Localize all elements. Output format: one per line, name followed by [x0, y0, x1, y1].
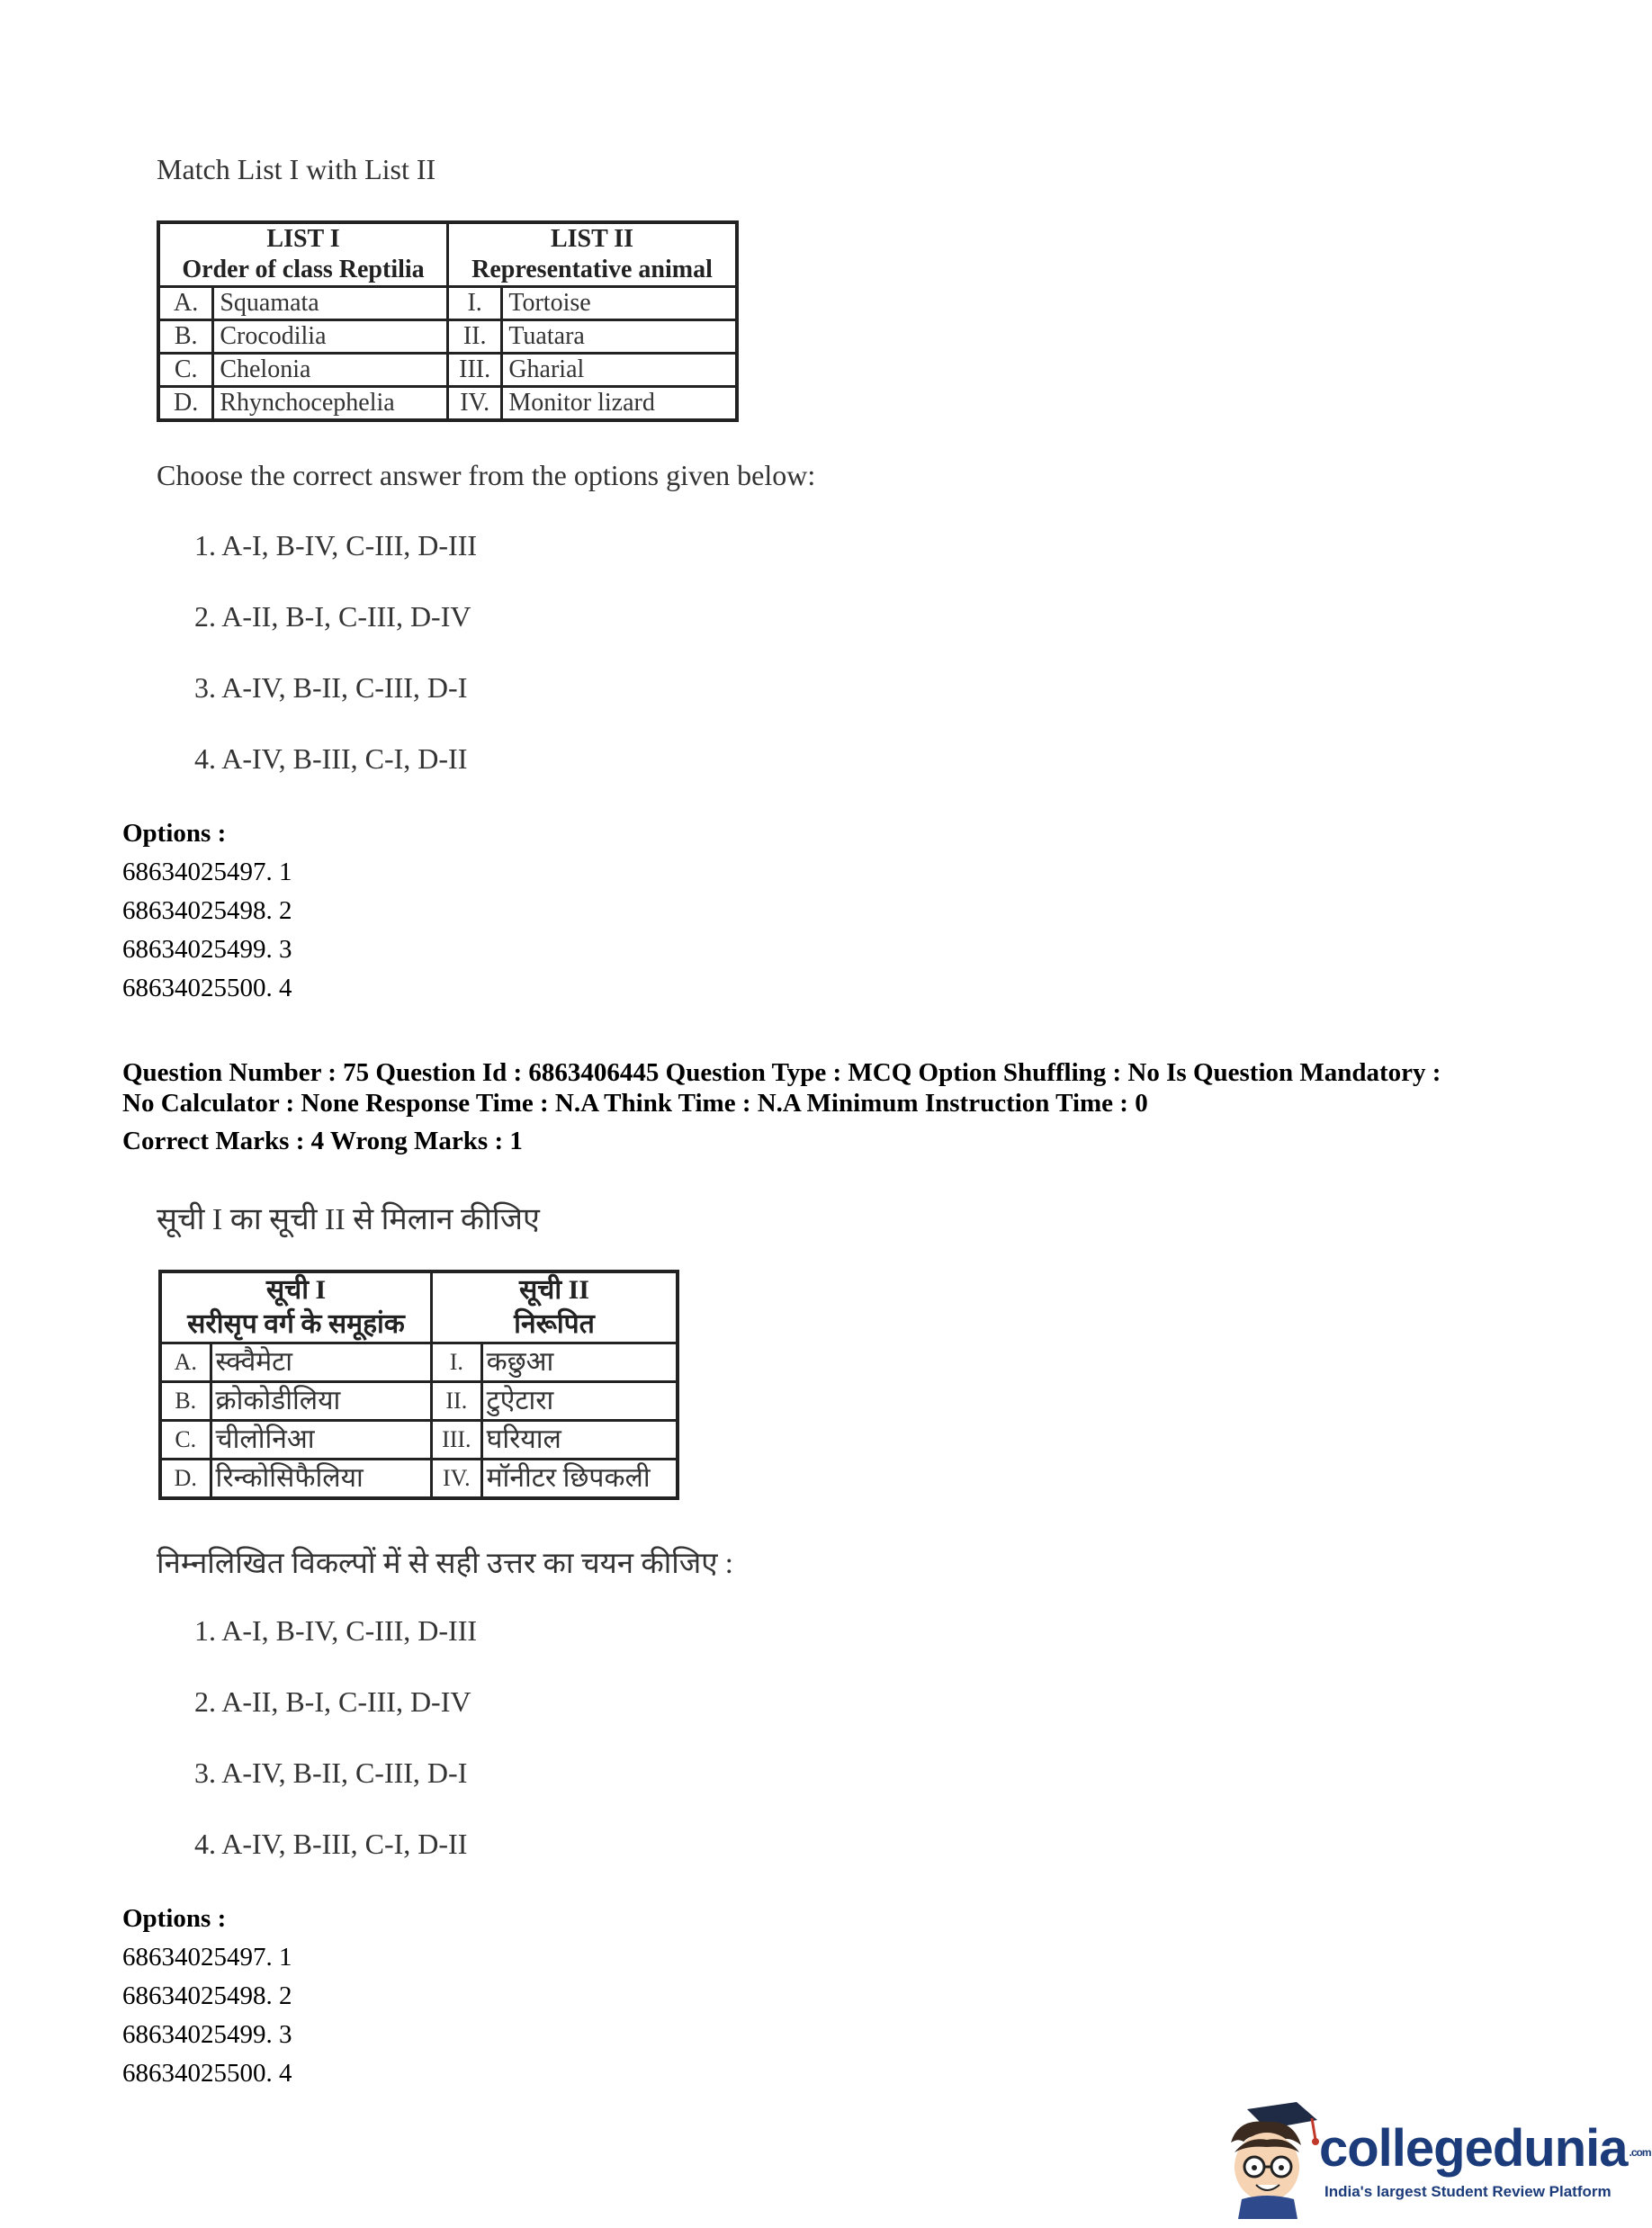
q74-list2-title: LIST II [550, 225, 634, 253]
brand-tagline: India's largest Student Review Platform [1324, 2183, 1612, 2200]
q74-row-key: III. [448, 354, 502, 387]
q75-list1-header [160, 1271, 432, 1343]
q74-list1-subtitle: Order of class Reptilia [182, 256, 425, 283]
table-row [160, 1460, 678, 1499]
q75-options-list [122, 1938, 292, 2093]
q74-row-order: Rhynchocephelia [213, 387, 448, 421]
option-line: 68634025500. 4 [122, 2059, 292, 2088]
q74-row-key: C. [158, 354, 213, 387]
student-mascot-icon [1211, 2093, 1324, 2219]
q74-row-animal: Gharial [502, 354, 737, 387]
option-line: 68634025500. 4 [122, 974, 292, 1002]
q75-choose-instruction: निम्नलिखित विकल्पों में से सही उत्तर का चयन कीजिए : [157, 1548, 733, 1580]
q74-list1-title: LIST I [266, 225, 340, 253]
q75-answer-4: 4. A-IV, B-III, C-I, D-II [194, 1828, 468, 1860]
q74-answer-1: 1. A-I, B-IV, C-III, D-III [194, 529, 477, 561]
q74-row-animal: Tuatara [502, 320, 737, 354]
q75-row-key: II. [432, 1382, 482, 1421]
q74-answer-3: 3. A-IV, B-II, C-III, D-I [194, 671, 468, 704]
q74-row-animal: Tortoise [502, 287, 737, 320]
q74-row-key: D. [158, 387, 213, 421]
q74-answer-4: 4. A-IV, B-III, C-I, D-II [194, 742, 468, 775]
table-row [160, 1421, 678, 1460]
q75-answer-1: 1. A-I, B-IV, C-III, D-III [194, 1614, 477, 1647]
q75-list2-header [432, 1271, 678, 1343]
q75-match-table [158, 1270, 679, 1500]
q75-row-key: III. [432, 1421, 482, 1460]
q75-list1-title: सूची I [265, 1275, 327, 1305]
q75-row-key: C. [160, 1421, 211, 1460]
table-row [158, 320, 737, 354]
q74-match-table [157, 220, 739, 422]
q74-row-order: Crocodilia [213, 320, 448, 354]
q75-row-animal: मॉनीटर छिपकली [481, 1460, 678, 1499]
q74-row-key: I. [448, 287, 502, 320]
q75-row-key: B. [160, 1382, 211, 1421]
q75-row-order: स्क्वैमेटा [211, 1343, 431, 1382]
q75-meta-line-1: Question Number : 75 Question Id : 6863406445 Question Type : MCQ Option Shuffling : No Is Question Mandatory : [122, 1058, 1441, 1087]
q75-row-key: I. [432, 1343, 482, 1382]
q75-row-animal: टुऐटारा [481, 1382, 678, 1421]
q74-row-order: Squamata [213, 287, 448, 320]
table-row [160, 1382, 678, 1421]
q74-list1-header [158, 222, 448, 287]
q74-row-key: B. [158, 320, 213, 354]
q74-options-label: Options : [122, 819, 227, 848]
option-line: 68634025497. 1 [122, 1943, 292, 1972]
table-row [158, 287, 737, 320]
option-line: 68634025499. 3 [122, 2020, 292, 2049]
q74-list2-subtitle: Representative animal [471, 256, 713, 283]
q74-options-list [122, 853, 292, 1008]
q75-row-key: D. [160, 1460, 211, 1499]
q74-row-animal: Monitor lizard [502, 387, 737, 421]
q75-marks: Correct Marks : 4 Wrong Marks : 1 [122, 1127, 523, 1155]
q75-meta-line-2: No Calculator : None Response Time : N.A Think Time : N.A Minimum Instruction Time : 0 [122, 1089, 1148, 1118]
q75-row-order: क्रोकोडीलिया [211, 1382, 431, 1421]
q75-row-animal: घरियाल [481, 1421, 678, 1460]
q75-row-key: A. [160, 1343, 211, 1382]
q75-heading: सूची I का सूची II से मिलान कीजिए [157, 1203, 540, 1236]
q75-row-order: रिन्कोसिफैलिया [211, 1460, 431, 1499]
q75-row-order: चीलोनिआ [211, 1421, 431, 1460]
q74-row-key: II. [448, 320, 502, 354]
table-row [160, 1343, 678, 1382]
table-row [158, 387, 737, 421]
brand-suffix: .com [1629, 2145, 1651, 2159]
option-line: 68634025497. 1 [122, 858, 292, 886]
q75-list2-subtitle: निरूपित [514, 1309, 595, 1339]
q75-options-label: Options : [122, 1904, 227, 1933]
option-line: 68634025498. 2 [122, 896, 292, 925]
q74-list2-header [448, 222, 738, 287]
q74-answer-2: 2. A-II, B-I, C-III, D-IV [194, 600, 471, 633]
option-line: 68634025498. 2 [122, 1981, 292, 2010]
q75-answer-2: 2. A-II, B-I, C-III, D-IV [194, 1685, 471, 1718]
q74-choose-instruction: Choose the correct answer from the options given below: [157, 459, 816, 491]
q74-heading: Match List I with List II [157, 153, 436, 185]
q75-list2-title: सूची II [519, 1275, 589, 1305]
q75-answer-3: 3. A-IV, B-II, C-III, D-I [194, 1756, 468, 1789]
q74-row-key: IV. [448, 387, 502, 421]
q75-row-key: IV. [432, 1460, 482, 1499]
q75-list1-subtitle: सरीसृप वर्ग के समूहांक [187, 1309, 405, 1339]
q74-row-order: Chelonia [213, 354, 448, 387]
q74-row-key: A. [158, 287, 213, 320]
q75-row-animal: कछुआ [481, 1343, 678, 1382]
brand-name: collegedunia [1319, 2119, 1628, 2178]
table-row [158, 354, 737, 387]
collegedunia-logo[interactable] [1211, 2093, 1651, 2219]
option-line: 68634025499. 3 [122, 935, 292, 964]
